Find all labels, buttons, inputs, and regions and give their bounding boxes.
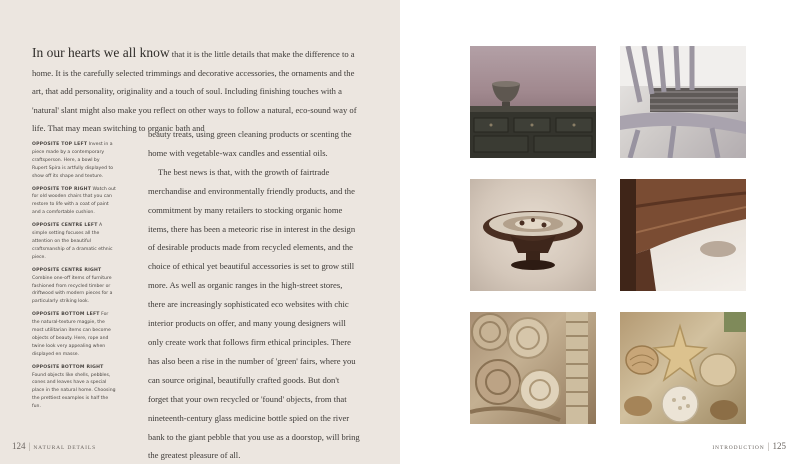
folio-separator: | bbox=[767, 441, 770, 451]
caption-text: Watch out for old wooden chairs that you can restore to life with a coat of paint and a comfortable cushion. bbox=[32, 186, 116, 216]
caption-heading: OPPOSITE CENTRE LEFT bbox=[32, 223, 98, 229]
lead-paragraph bbox=[32, 44, 360, 138]
recycled-timber-illustration bbox=[620, 179, 746, 291]
caption-text: Combine one-off items of furniture fashioned from recycled timber or driftwood with modern pieces for a particularly striking look. bbox=[32, 275, 113, 305]
captions-column bbox=[32, 141, 116, 416]
caption-centre-left bbox=[32, 222, 116, 262]
page-number-right: 125 bbox=[772, 441, 786, 451]
caption-heading: OPPOSITE TOP RIGHT bbox=[32, 186, 92, 192]
body-paragraph-2: The best news is that, with the growth of fairtrade merchandise and environmentally friendly products, and the commitment by many retailers to stocking organic home items, there has been a meteoric rise in interest in the design of desirable products made from recycled elements, and the choice of ethical yet beautiful accessories is set to grow still more. As well as organic ranges in the high-street stores, there are increasingly sophisticated eco websites with chic interior products on offer, and many young designers will only create work that follows firm ethical principles. There has also been a rise in the number of 'green' fairs, where you can source original, beautifully crafted goods. But don't forget that your own recycled or 'found' objects, from that nineteenth-century glass medicine bottle spied on the river bank to the giant pebble that you use as a doorstop, will bring the greatest pleasure of all. bbox=[148, 166, 360, 461]
caption-top-left bbox=[32, 141, 116, 181]
caption-heading: OPPOSITE BOTTOM RIGHT bbox=[32, 364, 104, 370]
caption-text: Invest in a piece made by a contemporary craftsperson. Here, a bowl by Rupert Spira is artfully displayed to show off its shape and texture. bbox=[32, 142, 114, 179]
caption-centre-right bbox=[32, 267, 116, 307]
caption-heading: OPPOSITE CENTRE RIGHT bbox=[32, 267, 102, 273]
photo-shells-starfish bbox=[620, 312, 746, 424]
rope-twine-illustration bbox=[470, 312, 596, 424]
lead-text: that it is the little details that make the difference to a home. It is the carefully selected trimmings and decorative accessories, the ornaments and the art, that add personality, originality and a touch of soul. Including finishing touches with a 'natural' slant might also make you reflect on other ways to follow a natural, eco-sound way of life. That may mean switching to organic bath and bbox=[32, 49, 357, 134]
section-title-right: INTRODUCTION bbox=[712, 445, 765, 451]
body-paragraph-1: beauty treats, using green cleaning products or scenting the home with vegetable-wax candles and essential oils. bbox=[148, 129, 352, 158]
photo-rope-twine bbox=[470, 312, 596, 424]
caption-bottom-left bbox=[32, 311, 116, 358]
folio-separator: | bbox=[28, 441, 31, 451]
caption-heading: OPPOSITE TOP LEFT bbox=[32, 142, 88, 147]
photo-ethnic-dish bbox=[470, 179, 596, 291]
photo-bowl-on-cabinet bbox=[470, 46, 596, 158]
left-page bbox=[0, 0, 400, 464]
shells-starfish-illustration bbox=[620, 312, 746, 424]
page-number-left: 124 bbox=[12, 441, 26, 451]
ethnic-dish-illustration bbox=[470, 179, 596, 291]
body-column bbox=[148, 125, 360, 465]
folio-left bbox=[12, 441, 96, 451]
caption-heading: OPPOSITE BOTTOM LEFT bbox=[32, 312, 100, 318]
bowl-on-cabinet-illustration bbox=[470, 46, 596, 158]
lead-highlight: In our hearts we all know bbox=[32, 45, 170, 60]
section-title-left: NATURAL DETAILS bbox=[33, 445, 97, 451]
caption-text: Found objects like shells, pebbles, cones and leaves have a special place in the natural home. Choosing the prettiest examples is half the fun. bbox=[32, 372, 116, 410]
photo-painted-chair bbox=[620, 46, 746, 158]
folio-right bbox=[712, 441, 786, 451]
painted-chair-illustration bbox=[620, 46, 746, 158]
caption-top-right bbox=[32, 186, 116, 218]
caption-bottom-right bbox=[32, 364, 116, 411]
caption-text: A simple setting focuses all the attention on the beautiful craftsmanship of a dramatic ethnic piece. bbox=[32, 223, 113, 260]
caption-text: For the natural-texture magpie, the most utilitarian items can become objects of beauty. Here, rope and twine look very appealing when displayed en masse. bbox=[32, 312, 111, 357]
photo-recycled-timber bbox=[620, 179, 746, 291]
